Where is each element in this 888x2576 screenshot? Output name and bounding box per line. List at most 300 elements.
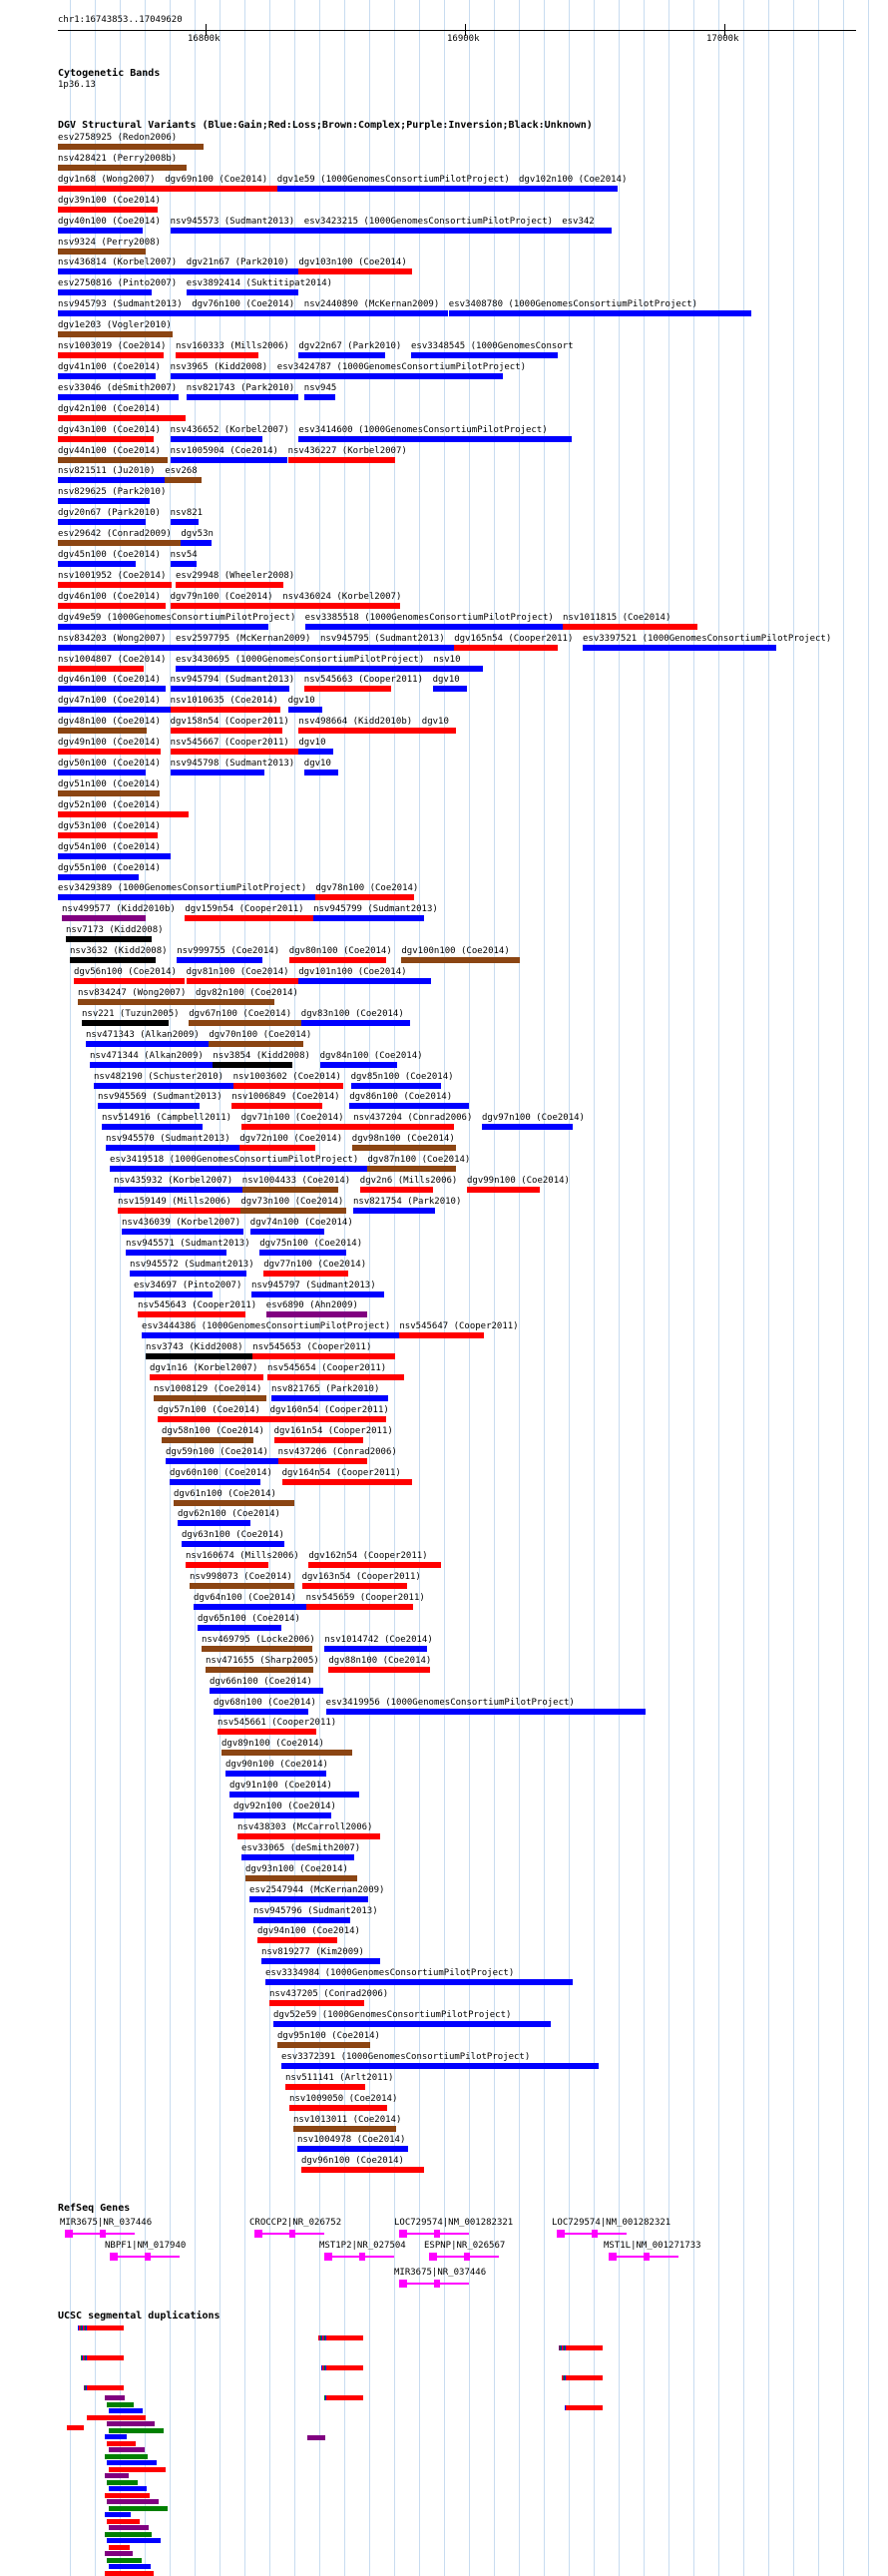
segdup-block[interactable] bbox=[107, 2519, 140, 2524]
dgv-variant-bar[interactable] bbox=[288, 707, 323, 713]
refseq-gene-exon[interactable] bbox=[644, 2253, 650, 2261]
dgv-variant-bar[interactable] bbox=[58, 707, 179, 713]
segdup-block[interactable] bbox=[105, 2395, 125, 2400]
dgv-variant-label: nsv1011815 (Coe2014) bbox=[563, 612, 671, 623]
dgv-variant-label: dgv61n100 (Coe2014) bbox=[174, 1488, 276, 1499]
dgv-variant-bar[interactable] bbox=[367, 1166, 455, 1172]
dgv-variant-label: dgv78n100 (Coe2014) bbox=[315, 883, 419, 894]
dgv-variant-bar[interactable] bbox=[126, 1250, 226, 1256]
dgv-variant-bar[interactable] bbox=[58, 603, 166, 609]
dgv-variant-bar[interactable] bbox=[58, 894, 335, 900]
dgv-variant-bar[interactable] bbox=[301, 2167, 424, 2173]
refseq-gene-label: MST1L|NM_001271733 bbox=[604, 2241, 701, 2251]
refseq-gene-label: ESPNP|NR_026567 bbox=[424, 2241, 506, 2251]
dgv-variant-bar[interactable] bbox=[170, 1479, 260, 1485]
segdup-block[interactable] bbox=[109, 2525, 149, 2530]
segdup-block[interactable] bbox=[109, 2447, 145, 2452]
dgv-variant-bar[interactable] bbox=[349, 1103, 469, 1109]
dgv-variant-bar[interactable] bbox=[171, 603, 298, 609]
dgv-variant-bar[interactable] bbox=[328, 1667, 430, 1673]
dgv-variant-bar[interactable] bbox=[422, 728, 457, 734]
dgv-variant-bar[interactable] bbox=[277, 373, 503, 379]
dgv-variant-bar[interactable] bbox=[352, 1145, 457, 1151]
dgv-variant-label: esv3397521 (1000GenomesConsortiumPilotProject) bbox=[583, 633, 832, 644]
segdup-block[interactable] bbox=[87, 2385, 124, 2390]
dgv-variant-label: esv3408780 (1000GenomesConsortiumPilotProject) bbox=[448, 299, 698, 310]
dgv-variant-bar[interactable] bbox=[58, 268, 189, 274]
dgv-variant-bar[interactable] bbox=[58, 770, 146, 775]
dgv-variant-label: nsv1008129 (Coe2014) bbox=[154, 1384, 262, 1394]
dgv-variant-bar[interactable] bbox=[261, 1958, 380, 1964]
dgv-variant-bar[interactable] bbox=[242, 1187, 338, 1193]
dgv-variant-bar[interactable] bbox=[250, 1229, 324, 1235]
dgv-variant-bar[interactable] bbox=[519, 186, 618, 192]
dgv-variant-bar[interactable] bbox=[190, 1583, 294, 1589]
dgv-variant-bar[interactable] bbox=[58, 289, 152, 295]
dgv-variant-bar[interactable] bbox=[138, 1311, 245, 1317]
dgv-variant-bar[interactable] bbox=[583, 645, 776, 651]
grid-line bbox=[793, 0, 794, 2576]
dgv-variant-bar[interactable] bbox=[58, 228, 143, 234]
dgv-variant-bar[interactable] bbox=[58, 853, 171, 859]
dgv-variant-bar[interactable] bbox=[171, 228, 323, 234]
dgv-variant-bar[interactable] bbox=[66, 936, 152, 942]
dgv-variant-bar[interactable] bbox=[58, 749, 161, 755]
dgv-variant-bar[interactable] bbox=[166, 1458, 287, 1464]
dgv-variant-bar[interactable] bbox=[233, 1812, 331, 1818]
dgv-variant-label: dgv163n54 (Cooper2011) bbox=[301, 1572, 421, 1583]
dgv-variant-label: dgv74n100 (Coe2014) bbox=[249, 1217, 353, 1228]
dgv-variant-bar[interactable] bbox=[86, 1041, 218, 1047]
segdup-block[interactable] bbox=[67, 2425, 84, 2430]
dgv-variant-bar[interactable] bbox=[171, 519, 200, 525]
dgv-variant-bar[interactable] bbox=[288, 457, 395, 463]
refseq-gene-exon[interactable] bbox=[65, 2230, 73, 2238]
dgv-variant-bar[interactable] bbox=[176, 352, 258, 358]
dgv-variant-bar[interactable] bbox=[177, 957, 262, 963]
dgv-variant-bar[interactable] bbox=[298, 749, 333, 755]
dgv-variant-bar[interactable] bbox=[467, 1187, 540, 1193]
dgv-variant-bar[interactable] bbox=[259, 1250, 346, 1256]
segdup-block[interactable] bbox=[109, 2506, 168, 2511]
refseq-gene-exon[interactable] bbox=[592, 2230, 598, 2238]
refseq-gene-exon[interactable] bbox=[434, 2230, 440, 2238]
dgv-variant-bar[interactable] bbox=[399, 1332, 483, 1338]
dgv-variant-bar[interactable] bbox=[304, 770, 339, 775]
dgv-variant-bar[interactable] bbox=[218, 1729, 316, 1735]
dgv-variant-label: nsv3743 (Kidd2008) bbox=[146, 1342, 243, 1353]
dgv-variant-label: esv29642 (Conrad2009) bbox=[58, 529, 172, 540]
dgv-variant-bar[interactable] bbox=[225, 1771, 326, 1777]
dgv-variant-bar[interactable] bbox=[433, 686, 468, 692]
dgv-variant-bar[interactable] bbox=[176, 582, 283, 588]
dgv-variant-label: dgv160n54 (Cooper2011) bbox=[269, 1404, 389, 1415]
segdup-block[interactable] bbox=[107, 2499, 159, 2504]
dgv-variant-bar[interactable] bbox=[171, 707, 280, 713]
dgv-variant-bar[interactable] bbox=[353, 1124, 454, 1130]
segdup-block[interactable] bbox=[109, 2467, 166, 2472]
dgv-variant-bar[interactable] bbox=[58, 394, 179, 400]
dgv-variant-bar[interactable] bbox=[171, 728, 283, 734]
dgv-variant-bar[interactable] bbox=[297, 2146, 408, 2152]
dgv-variant-bar[interactable] bbox=[270, 1416, 386, 1422]
dgv-variant-bar[interactable] bbox=[274, 1437, 363, 1443]
segdup-block[interactable] bbox=[107, 2460, 157, 2465]
dgv-variant-label: esv3423215 (1000GenomesConsortiumPilotProject) bbox=[303, 216, 554, 227]
dgv-variant-bar[interactable] bbox=[401, 957, 520, 963]
dgv-variant-bar[interactable] bbox=[182, 1541, 284, 1547]
dgv-variant-bar[interactable] bbox=[563, 624, 697, 630]
segdup-block[interactable] bbox=[87, 2325, 124, 2330]
dgv-variant-bar[interactable] bbox=[58, 811, 189, 817]
refseq-gene-exon[interactable] bbox=[399, 2280, 407, 2288]
dgv-variant-bar[interactable] bbox=[171, 770, 264, 775]
refseq-gene-exon[interactable] bbox=[464, 2253, 470, 2261]
segdup-block[interactable] bbox=[109, 2564, 151, 2569]
dgv-variant-bar[interactable] bbox=[252, 1353, 395, 1359]
dgv-variant-bar[interactable] bbox=[58, 832, 158, 838]
dgv-variant-label: esv342 bbox=[562, 216, 595, 227]
dgv-variant-bar[interactable] bbox=[289, 2105, 387, 2111]
dgv-variant-bar[interactable] bbox=[142, 1332, 409, 1338]
dgv-variant-bar[interactable] bbox=[351, 1083, 441, 1089]
dgv-variant-label: nsv436024 (Korbel2007) bbox=[282, 591, 402, 602]
dgv-variant-bar[interactable] bbox=[58, 728, 147, 734]
dgv-variant-bar[interactable] bbox=[171, 373, 292, 379]
dgv-variant-bar[interactable] bbox=[562, 228, 597, 234]
dgv-variant-bar[interactable] bbox=[58, 498, 150, 504]
dgv-variant-bar[interactable] bbox=[130, 1271, 246, 1277]
dgv-variant-bar[interactable] bbox=[313, 915, 424, 921]
dgv-variant-bar[interactable] bbox=[265, 1979, 573, 1985]
dgv-variant-bar[interactable] bbox=[269, 2000, 364, 2006]
dgv-variant-label: nsv545667 (Cooper2011) bbox=[170, 738, 289, 749]
dgv-variant-bar[interactable] bbox=[214, 1709, 308, 1715]
dgv-variant-bar[interactable] bbox=[82, 1020, 169, 1026]
dgv-variant-bar[interactable] bbox=[134, 1291, 213, 1297]
dgv-variant-bar[interactable] bbox=[298, 268, 411, 274]
dgv-variant-bar[interactable] bbox=[271, 1395, 388, 1401]
dgv-variant-bar[interactable] bbox=[320, 1062, 397, 1068]
dgv-variant-bar[interactable] bbox=[58, 352, 164, 358]
segdup-block[interactable] bbox=[109, 2545, 130, 2550]
dgv-variant-bar[interactable] bbox=[58, 436, 154, 442]
dgv-variant-bar[interactable] bbox=[174, 1500, 294, 1506]
dgv-variant-label: dgv60n100 (Coe2014) bbox=[170, 1467, 272, 1478]
segdup-block[interactable] bbox=[107, 2402, 134, 2407]
dgv-variant-bar[interactable] bbox=[171, 561, 197, 567]
dgv-variant-bar[interactable] bbox=[187, 268, 304, 274]
refseq-gene-exon[interactable] bbox=[110, 2253, 118, 2261]
segdup-block[interactable] bbox=[105, 2454, 148, 2459]
dgv-variant-bar[interactable] bbox=[58, 415, 186, 421]
dgv-variant-bar[interactable] bbox=[282, 1479, 413, 1485]
refseq-gene-exon[interactable] bbox=[254, 2230, 262, 2238]
dgv-variant-bar[interactable] bbox=[202, 1646, 312, 1652]
dgv-variant-bar[interactable] bbox=[158, 1416, 281, 1422]
dgv-variant-label: nsv545643 (Cooper2011) bbox=[138, 1300, 257, 1311]
dgv-variant-bar[interactable] bbox=[58, 373, 156, 379]
dgv-variant-label: esv3372391 (1000GenomesConsortiumPilotProject) bbox=[281, 2051, 531, 2062]
segdup-block[interactable] bbox=[105, 2551, 133, 2556]
dgv-variant-bar[interactable] bbox=[198, 1625, 281, 1631]
segdup-block[interactable] bbox=[566, 2375, 603, 2380]
segdup-block[interactable] bbox=[107, 2558, 142, 2563]
dgv-variant-label: esv34697 (Pinto2007) bbox=[134, 1280, 242, 1290]
segdup-block[interactable] bbox=[87, 2355, 124, 2360]
dgv-variant-bar[interactable] bbox=[263, 1271, 348, 1277]
dgv-variant-bar[interactable] bbox=[58, 561, 136, 567]
dgv-variant-bar[interactable] bbox=[315, 894, 413, 900]
grid-line bbox=[619, 0, 620, 2576]
dgv-variant-bar[interactable] bbox=[74, 978, 185, 984]
dgv-variant-label: dgv69n100 (Coe2014) bbox=[165, 174, 268, 185]
dgv-variant-label: dgv46n100 (Coe2014) bbox=[58, 675, 161, 686]
dgv-variant-bar[interactable] bbox=[58, 686, 166, 692]
segdup-block[interactable] bbox=[109, 2486, 147, 2491]
refseq-gene-exon[interactable] bbox=[100, 2230, 106, 2238]
dgv-variant-bar[interactable] bbox=[58, 666, 144, 672]
segdup-block[interactable] bbox=[105, 2434, 127, 2439]
dgv-variant-label: dgv77n100 (Coe2014) bbox=[263, 1259, 367, 1270]
segdup-block[interactable] bbox=[307, 2435, 325, 2440]
dgv-variant-bar[interactable] bbox=[58, 874, 139, 880]
dgv-variant-label: dgv57n100 (Coe2014) bbox=[158, 1404, 260, 1415]
dgv-variant-bar[interactable] bbox=[194, 1604, 309, 1610]
refseq-gene-exon[interactable] bbox=[289, 2230, 295, 2238]
dgv-variant-bar[interactable] bbox=[210, 1688, 323, 1694]
dgv-variant-bar[interactable] bbox=[58, 624, 268, 630]
dgv-variant-label: nsv1003602 (Coe2014) bbox=[232, 1071, 341, 1082]
dgv-variant-bar[interactable] bbox=[146, 1353, 257, 1359]
segdup-block[interactable] bbox=[326, 2395, 363, 2400]
dgv-variant-bar[interactable] bbox=[189, 1020, 315, 1026]
dgv-variant-label: esv29948 (Wheeler2008) bbox=[176, 570, 295, 581]
dgv-variant-bar[interactable] bbox=[229, 1792, 359, 1798]
dgv-variant-bar[interactable] bbox=[58, 186, 174, 192]
segdup-block[interactable] bbox=[107, 2538, 161, 2543]
segdup-block[interactable] bbox=[105, 2493, 150, 2498]
dgv-variant-bar[interactable] bbox=[360, 1187, 433, 1193]
dgv-variant-bar[interactable] bbox=[150, 1374, 263, 1380]
dgv-variant-bar[interactable] bbox=[187, 394, 298, 400]
dgv-variant-bar[interactable] bbox=[58, 207, 158, 213]
dgv-variant-label: dgv2n6 (Mills2006) bbox=[359, 1176, 458, 1186]
dgv-variant-bar[interactable] bbox=[171, 436, 263, 442]
segdup-block[interactable] bbox=[105, 2415, 146, 2420]
dgv-variant-label: dgv48n100 (Coe2014) bbox=[58, 717, 161, 728]
dgv-variant-bar[interactable] bbox=[304, 310, 448, 316]
dgv-variant-label: dgv56n100 (Coe2014) bbox=[74, 967, 177, 977]
dgv-variant-bar[interactable] bbox=[70, 957, 156, 963]
dgv-variant-bar[interactable] bbox=[171, 686, 289, 692]
dgv-variant-bar[interactable] bbox=[62, 915, 146, 921]
segdup-block[interactable] bbox=[105, 2532, 152, 2537]
dgv-variant-label: dgv42n100 (Coe2014) bbox=[58, 403, 161, 414]
dgv-variant-bar[interactable] bbox=[90, 1062, 231, 1068]
dgv-variant-label: dgv80n100 (Coe2014) bbox=[288, 946, 392, 957]
dgv-variant-label: dgv72n100 (Coe2014) bbox=[239, 1134, 343, 1145]
dgv-variant-bar[interactable] bbox=[301, 1020, 410, 1026]
dgv-variant-bar[interactable] bbox=[176, 645, 338, 651]
grid-line bbox=[469, 0, 470, 2576]
segdup-block[interactable] bbox=[105, 2571, 154, 2576]
dgv-variant-label: dgv84n100 (Coe2014) bbox=[319, 1050, 423, 1061]
dgv-variant-bar[interactable] bbox=[433, 666, 457, 672]
dgv-variant-bar[interactable] bbox=[257, 1937, 337, 1943]
dgv-variant-bar[interactable] bbox=[253, 1917, 350, 1923]
dgv-variant-bar[interactable] bbox=[306, 1604, 413, 1610]
segdup-block[interactable] bbox=[107, 2421, 155, 2426]
dgv-variant-bar[interactable] bbox=[240, 1208, 346, 1214]
dgv-variant-bar[interactable] bbox=[106, 1145, 244, 1151]
refseq-gene-exon[interactable] bbox=[557, 2230, 565, 2238]
segdup-block[interactable] bbox=[105, 2512, 131, 2517]
dgv-variant-bar[interactable] bbox=[241, 1124, 365, 1130]
dgv-variant-label: esv3419956 (1000GenomesConsortiumPilotProject) bbox=[325, 1697, 575, 1708]
dgv-variant-bar[interactable] bbox=[278, 1458, 367, 1464]
dgv-variant-bar[interactable] bbox=[324, 1646, 427, 1652]
dgv-variant-bar[interactable] bbox=[411, 352, 558, 358]
dgv-variant-bar[interactable] bbox=[267, 1374, 404, 1380]
dgv-variant-bar[interactable] bbox=[171, 457, 288, 463]
dgv-variant-bar[interactable] bbox=[293, 2126, 396, 2132]
dgv-variant-label: dgv82n100 (Coe2014) bbox=[196, 987, 298, 998]
refseq-gene-exon[interactable] bbox=[399, 2230, 407, 2238]
dgv-variant-bar[interactable] bbox=[178, 1520, 250, 1526]
dgv-variant-bar[interactable] bbox=[162, 1437, 253, 1443]
dgv-variant-bar[interactable] bbox=[58, 790, 160, 796]
segdup-block[interactable] bbox=[109, 2428, 164, 2433]
dgv-variant-bar[interactable] bbox=[298, 436, 571, 442]
dgv-variant-bar[interactable] bbox=[98, 1103, 200, 1109]
dgv-variant-bar[interactable] bbox=[298, 352, 384, 358]
dgv-variant-bar[interactable] bbox=[237, 1833, 380, 1839]
dgv-variant-bar[interactable] bbox=[304, 394, 335, 400]
dgv-variant-bar[interactable] bbox=[58, 249, 146, 255]
dgv-variant-bar[interactable] bbox=[187, 978, 313, 984]
dgv-variant-label: nsv999755 (Coe2014) bbox=[177, 946, 280, 957]
refseq-gene-exon[interactable] bbox=[429, 2253, 437, 2261]
dgv-variant-bar[interactable] bbox=[273, 2021, 551, 2027]
dgv-variant-bar[interactable] bbox=[289, 957, 386, 963]
dgv-variant-bar[interactable] bbox=[320, 645, 475, 651]
dgv-variant-bar[interactable] bbox=[454, 645, 557, 651]
dgv-variant-bar[interactable] bbox=[58, 540, 199, 546]
dgv-variant-bar[interactable] bbox=[245, 1875, 357, 1881]
dgv-variant-bar[interactable] bbox=[206, 1667, 313, 1673]
dgv-variant-bar[interactable] bbox=[233, 1083, 343, 1089]
dgv-variant-bar[interactable] bbox=[209, 1041, 302, 1047]
dgv-variant-label: nsv160674 (Mills2006) bbox=[186, 1551, 299, 1562]
dgv-variant-label: nsv545653 (Cooper2011) bbox=[252, 1342, 372, 1353]
dgv-variant-bar[interactable] bbox=[326, 1709, 646, 1715]
segdup-block[interactable] bbox=[105, 2473, 129, 2478]
dgv-variant-label: dgv62n100 (Coe2014) bbox=[178, 1509, 280, 1520]
dgv-variant-bar[interactable] bbox=[305, 624, 591, 630]
dgv-variant-bar[interactable] bbox=[285, 2084, 365, 2090]
dgv-variant-bar[interactable] bbox=[298, 728, 423, 734]
dgv-variant-bar[interactable] bbox=[266, 1311, 367, 1317]
dgv-variant-bar[interactable] bbox=[251, 1291, 384, 1297]
dgv-variant-bar[interactable] bbox=[165, 186, 289, 192]
dgv-variant-bar[interactable] bbox=[94, 1083, 254, 1089]
segdup-block[interactable] bbox=[107, 2480, 138, 2485]
dgv-variant-bar[interactable] bbox=[58, 645, 188, 651]
dgv-variant-bar[interactable] bbox=[165, 477, 202, 483]
dgv-variant-bar[interactable] bbox=[277, 186, 535, 192]
dgv-variant-label: nsv1006849 (Coe2014) bbox=[231, 1092, 340, 1103]
segdup-block[interactable] bbox=[326, 2365, 363, 2370]
dgv-variant-bar[interactable] bbox=[239, 1145, 315, 1151]
dgv-variant-bar[interactable] bbox=[298, 978, 431, 984]
dgv-variant-bar[interactable] bbox=[482, 1124, 573, 1130]
dgv-variant-bar[interactable] bbox=[58, 477, 182, 483]
refseq-gene-exon[interactable] bbox=[609, 2253, 617, 2261]
dgv-variant-label: nsv545659 (Cooper2011) bbox=[305, 1593, 425, 1603]
dgv-variant-bar[interactable] bbox=[102, 1124, 203, 1130]
dgv-variant-bar[interactable] bbox=[196, 999, 274, 1005]
cytoband-label: 1p36.13 bbox=[58, 80, 96, 90]
dgv-variant-bar[interactable] bbox=[118, 1208, 260, 1214]
refseq-gene-label: LOC729574|NM_001282321 bbox=[394, 2218, 514, 2228]
segdup-block[interactable] bbox=[109, 2408, 143, 2413]
dgv-variant-label: nsv945793 (Sudmant2013) bbox=[58, 299, 183, 310]
dgv-variant-bar[interactable] bbox=[58, 331, 173, 337]
dgv-variant-label: dgv1e203 (Vogler2010) bbox=[58, 320, 172, 331]
dgv-variant-bar[interactable] bbox=[282, 603, 400, 609]
refseq-gene-exon[interactable] bbox=[145, 2253, 151, 2261]
dgv-variant-bar[interactable] bbox=[185, 915, 322, 921]
dgv-variant-bar[interactable] bbox=[231, 1103, 322, 1109]
segdup-block[interactable] bbox=[566, 2345, 603, 2350]
dgv-variant-bar[interactable] bbox=[281, 2063, 599, 2069]
dgv-variant-bar[interactable] bbox=[154, 1395, 266, 1401]
dgv-variant-bar[interactable] bbox=[241, 1854, 354, 1860]
dgv-variant-bar[interactable] bbox=[187, 289, 298, 295]
refseq-gene-exon[interactable] bbox=[434, 2280, 440, 2288]
dgv-variant-bar[interactable] bbox=[122, 1229, 243, 1235]
dgv-variant-bar[interactable] bbox=[58, 144, 204, 150]
dgv-variant-bar[interactable] bbox=[277, 2042, 370, 2048]
dgv-variant-bar[interactable] bbox=[186, 1562, 268, 1568]
segdup-block[interactable] bbox=[566, 2405, 603, 2410]
grid-line bbox=[843, 0, 844, 2576]
segdup-block[interactable] bbox=[107, 2441, 136, 2446]
refseq-gene-exon[interactable] bbox=[359, 2253, 365, 2261]
coordinate-label: chr1:16743853..17049620 bbox=[58, 15, 183, 25]
dgv-variant-bar[interactable] bbox=[58, 165, 187, 171]
dgv-variant-bar[interactable] bbox=[304, 686, 391, 692]
dgv-variant-bar[interactable] bbox=[181, 540, 212, 546]
dgv-variant-bar[interactable] bbox=[249, 1896, 368, 1902]
dgv-variant-bar[interactable] bbox=[192, 310, 308, 316]
refseq-gene-label: CROCCP2|NR_026752 bbox=[249, 2218, 342, 2228]
dgv-variant-bar[interactable] bbox=[353, 1208, 435, 1214]
dgv-variant-label: esv33065 (deSmith2007) bbox=[241, 1842, 361, 1853]
dgv-variant-bar[interactable] bbox=[308, 1562, 441, 1568]
dgv-variant-bar[interactable] bbox=[58, 457, 168, 463]
dgv-variant-bar[interactable] bbox=[58, 519, 146, 525]
dgv-variant-bar[interactable] bbox=[302, 1583, 408, 1589]
refseq-gene-exon[interactable] bbox=[324, 2253, 332, 2261]
dgv-variant-bar[interactable] bbox=[58, 582, 172, 588]
dgv-variant-bar[interactable] bbox=[213, 1062, 292, 1068]
dgv-variant-bar[interactable] bbox=[222, 1750, 352, 1756]
dgv-variant-label: dgv95n100 (Coe2014) bbox=[277, 2030, 380, 2041]
dgv-variant-bar[interactable] bbox=[449, 310, 751, 316]
segdup-block[interactable] bbox=[326, 2335, 363, 2340]
